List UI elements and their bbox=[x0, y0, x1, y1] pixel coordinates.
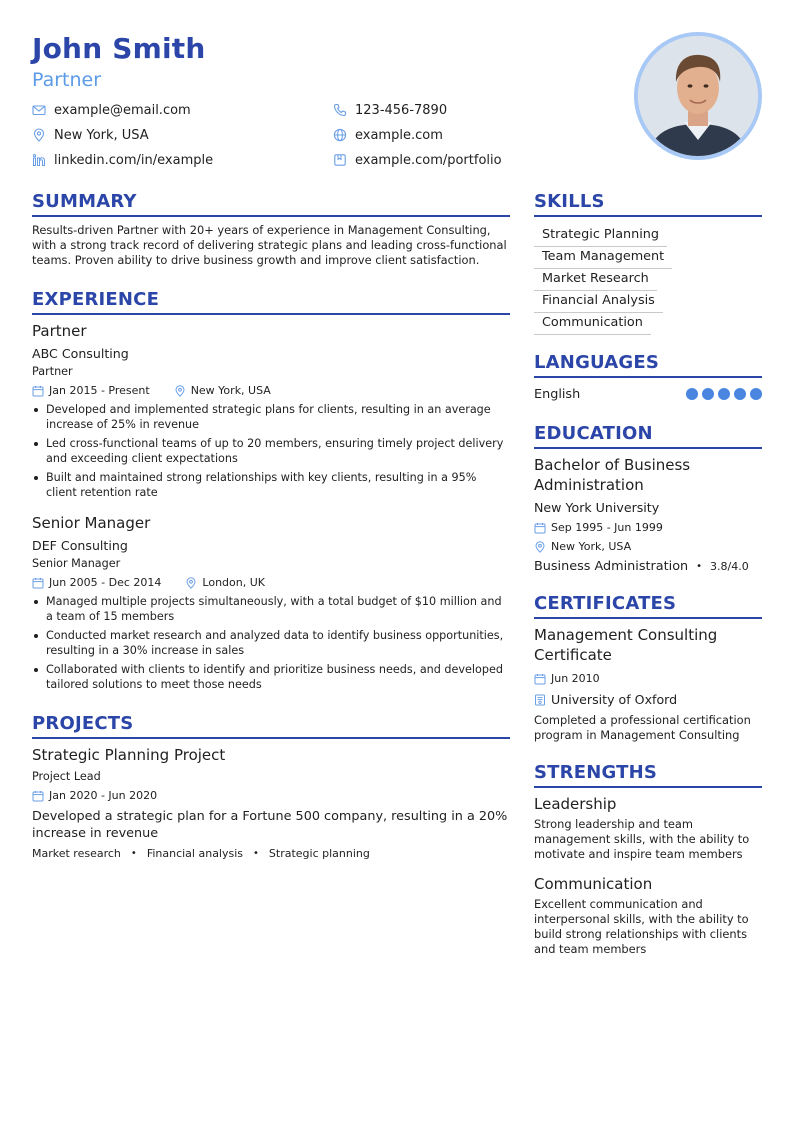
project-role: Project Lead bbox=[32, 770, 101, 783]
portfolio-text: example.com/portfolio bbox=[355, 152, 502, 168]
summary-section bbox=[32, 190, 510, 268]
location-icon bbox=[32, 128, 46, 142]
email-text: example@email.com bbox=[54, 102, 191, 118]
certificate-issuer: University of Oxford bbox=[551, 692, 678, 707]
projects-section bbox=[32, 712, 510, 860]
company-name: DEF Consulting bbox=[32, 538, 128, 553]
language-row bbox=[534, 384, 762, 404]
calendar-icon bbox=[534, 522, 546, 534]
project-tags bbox=[32, 847, 510, 860]
strength-description: Strong leadership and team management skills, with the ability to motivate and inspire team members bbox=[534, 817, 750, 861]
calendar-icon bbox=[32, 385, 44, 397]
contact-portfolio[interactable] bbox=[333, 151, 502, 169]
strengths-heading: STRENGTHS bbox=[534, 761, 762, 788]
level-dot bbox=[750, 388, 762, 400]
project-tag: Financial analysis bbox=[146, 847, 244, 860]
certificate-description: Completed a professional certification program in Management Consulting bbox=[534, 713, 751, 742]
job-bullet: Collaborated with clients to identify and prioritize business needs, and developed tailored solutions to meet those needs bbox=[32, 662, 510, 692]
level-dot bbox=[702, 388, 714, 400]
skill-item: Team Management bbox=[534, 247, 672, 269]
languages-heading: LANGUAGES bbox=[534, 351, 762, 378]
job-bullet: Managed multiple projects simultaneously, with a total budget of $10 million and a team of 15 members bbox=[32, 594, 510, 624]
experience-entry bbox=[32, 321, 510, 500]
school-name: New York University bbox=[534, 500, 660, 515]
education-heading: EDUCATION bbox=[534, 422, 762, 449]
education-dates-row bbox=[534, 520, 762, 536]
job-dates: Jun 2005 - Dec 2014 bbox=[49, 576, 162, 589]
skills-heading: SKILLS bbox=[534, 190, 762, 217]
strength-item bbox=[534, 874, 762, 957]
bookmark-icon bbox=[333, 153, 347, 167]
profile-portrait bbox=[638, 36, 758, 156]
tag-separator: • bbox=[253, 848, 259, 859]
certificate-date-row bbox=[534, 671, 762, 687]
calendar-icon bbox=[32, 790, 44, 802]
phone-text: 123-456-7890 bbox=[355, 102, 448, 118]
job-title: Partner bbox=[32, 322, 87, 340]
education-location: New York, USA bbox=[551, 540, 632, 553]
skill-item: Strategic Planning bbox=[534, 225, 667, 247]
education-field: Business Administration bbox=[534, 559, 689, 574]
education-section bbox=[534, 422, 762, 574]
location-icon bbox=[174, 385, 186, 397]
strength-title: Leadership bbox=[534, 795, 617, 813]
candidate-title: Partner bbox=[32, 69, 102, 91]
education-dates: Sep 1995 - Jun 1999 bbox=[551, 521, 663, 534]
job-bullets bbox=[32, 594, 510, 692]
candidate-name: John Smith bbox=[32, 32, 206, 65]
contact-website[interactable] bbox=[333, 126, 443, 144]
contact-email[interactable] bbox=[32, 101, 191, 119]
company-name: ABC Consulting bbox=[32, 346, 129, 361]
linkedin-icon bbox=[32, 153, 46, 167]
certificates-section bbox=[534, 592, 762, 743]
skill-item: Communication bbox=[534, 313, 651, 335]
strengths-section bbox=[534, 761, 762, 957]
level-dot bbox=[686, 388, 698, 400]
projects-heading: PROJECTS bbox=[32, 712, 510, 739]
location-icon bbox=[185, 577, 197, 589]
certificate-title: Management Consulting Certificate bbox=[534, 626, 718, 664]
job-meta bbox=[32, 575, 510, 591]
job-role: Senior Manager bbox=[32, 557, 121, 570]
tag-separator: • bbox=[130, 848, 137, 859]
experience-section bbox=[32, 288, 510, 692]
website-text: example.com bbox=[355, 127, 443, 143]
job-bullet: Led cross-functional teams of up to 20 members, ensuring timely project delivery and exceeding client expectations bbox=[32, 436, 510, 466]
project-meta bbox=[32, 788, 510, 804]
certificates-heading: CERTIFICATES bbox=[534, 592, 762, 619]
certificate-issuer-row bbox=[534, 691, 762, 709]
project-description: Developed a strategic plan for a Fortune 500 company, resulting in a 20% increase in revenue bbox=[32, 809, 508, 841]
calendar-icon bbox=[32, 577, 44, 589]
contact-phone[interactable] bbox=[333, 101, 447, 119]
job-location: New York, USA bbox=[190, 384, 271, 397]
skill-item: Financial Analysis bbox=[534, 291, 663, 313]
education-gpa: 3.8/4.0 bbox=[710, 560, 749, 573]
strength-description: Excellent communication and interpersonal skills, with the ability to build strong relationships with clients and team members bbox=[534, 897, 749, 956]
contact-location bbox=[32, 126, 149, 144]
job-bullets bbox=[32, 402, 510, 500]
job-meta bbox=[32, 383, 510, 399]
contact-linkedin[interactable] bbox=[32, 151, 213, 169]
location-icon bbox=[534, 541, 546, 553]
education-field-row bbox=[534, 559, 762, 574]
skills-section bbox=[534, 190, 762, 333]
project-tag: Market research bbox=[32, 847, 121, 860]
job-bullet: Conducted market research and analyzed data to identify business opportunities, resulting in a 30% increase in sales bbox=[32, 628, 510, 658]
job-dates: Jan 2015 - Present bbox=[49, 384, 150, 397]
level-dot bbox=[718, 388, 730, 400]
experience-heading: EXPERIENCE bbox=[32, 288, 510, 315]
strength-title: Communication bbox=[534, 875, 653, 893]
phone-icon bbox=[333, 103, 347, 117]
experience-entry bbox=[32, 513, 510, 692]
globe-icon bbox=[333, 128, 347, 142]
profile-photo bbox=[634, 32, 762, 160]
location-text: New York, USA bbox=[54, 127, 149, 143]
job-role: Partner bbox=[32, 365, 73, 378]
project-tag: Strategic planning bbox=[268, 847, 370, 860]
summary-text: Results-driven Partner with 20+ years of experience in Management Consulting, with a strong track record of delivering strategic plans and leading cross-functional teams. Proven ability to drive business growth and improve client satisfaction. bbox=[32, 223, 507, 267]
certificate-date: Jun 2010 bbox=[551, 672, 600, 685]
project-dates: Jan 2020 - Jun 2020 bbox=[49, 789, 158, 802]
certificate-icon bbox=[534, 694, 546, 706]
languages-section bbox=[534, 351, 762, 404]
job-title: Senior Manager bbox=[32, 514, 151, 532]
language-level bbox=[682, 388, 762, 400]
language-name: English bbox=[534, 386, 581, 402]
right-column bbox=[534, 190, 762, 957]
job-location: London, UK bbox=[202, 576, 266, 589]
education-location-row bbox=[534, 539, 762, 555]
email-icon bbox=[32, 103, 46, 117]
skill-item: Market Research bbox=[534, 269, 657, 291]
summary-heading: SUMMARY bbox=[32, 190, 510, 217]
project-title: Strategic Planning Project bbox=[32, 746, 226, 764]
job-bullet: Developed and implemented strategic plans for clients, resulting in an average increase of 25% in revenue bbox=[32, 402, 510, 432]
strength-item bbox=[534, 794, 762, 862]
field-separator: • bbox=[696, 561, 703, 572]
skills-list bbox=[534, 223, 762, 333]
job-bullet: Built and maintained strong relationships with key clients, resulting in a 95% client retention rate bbox=[32, 470, 510, 500]
level-dot bbox=[734, 388, 746, 400]
calendar-icon bbox=[534, 673, 546, 685]
left-column bbox=[32, 190, 510, 860]
linkedin-text: linkedin.com/in/example bbox=[54, 152, 214, 168]
degree-title: Bachelor of Business Administration bbox=[534, 456, 691, 494]
resume-header bbox=[32, 32, 762, 172]
